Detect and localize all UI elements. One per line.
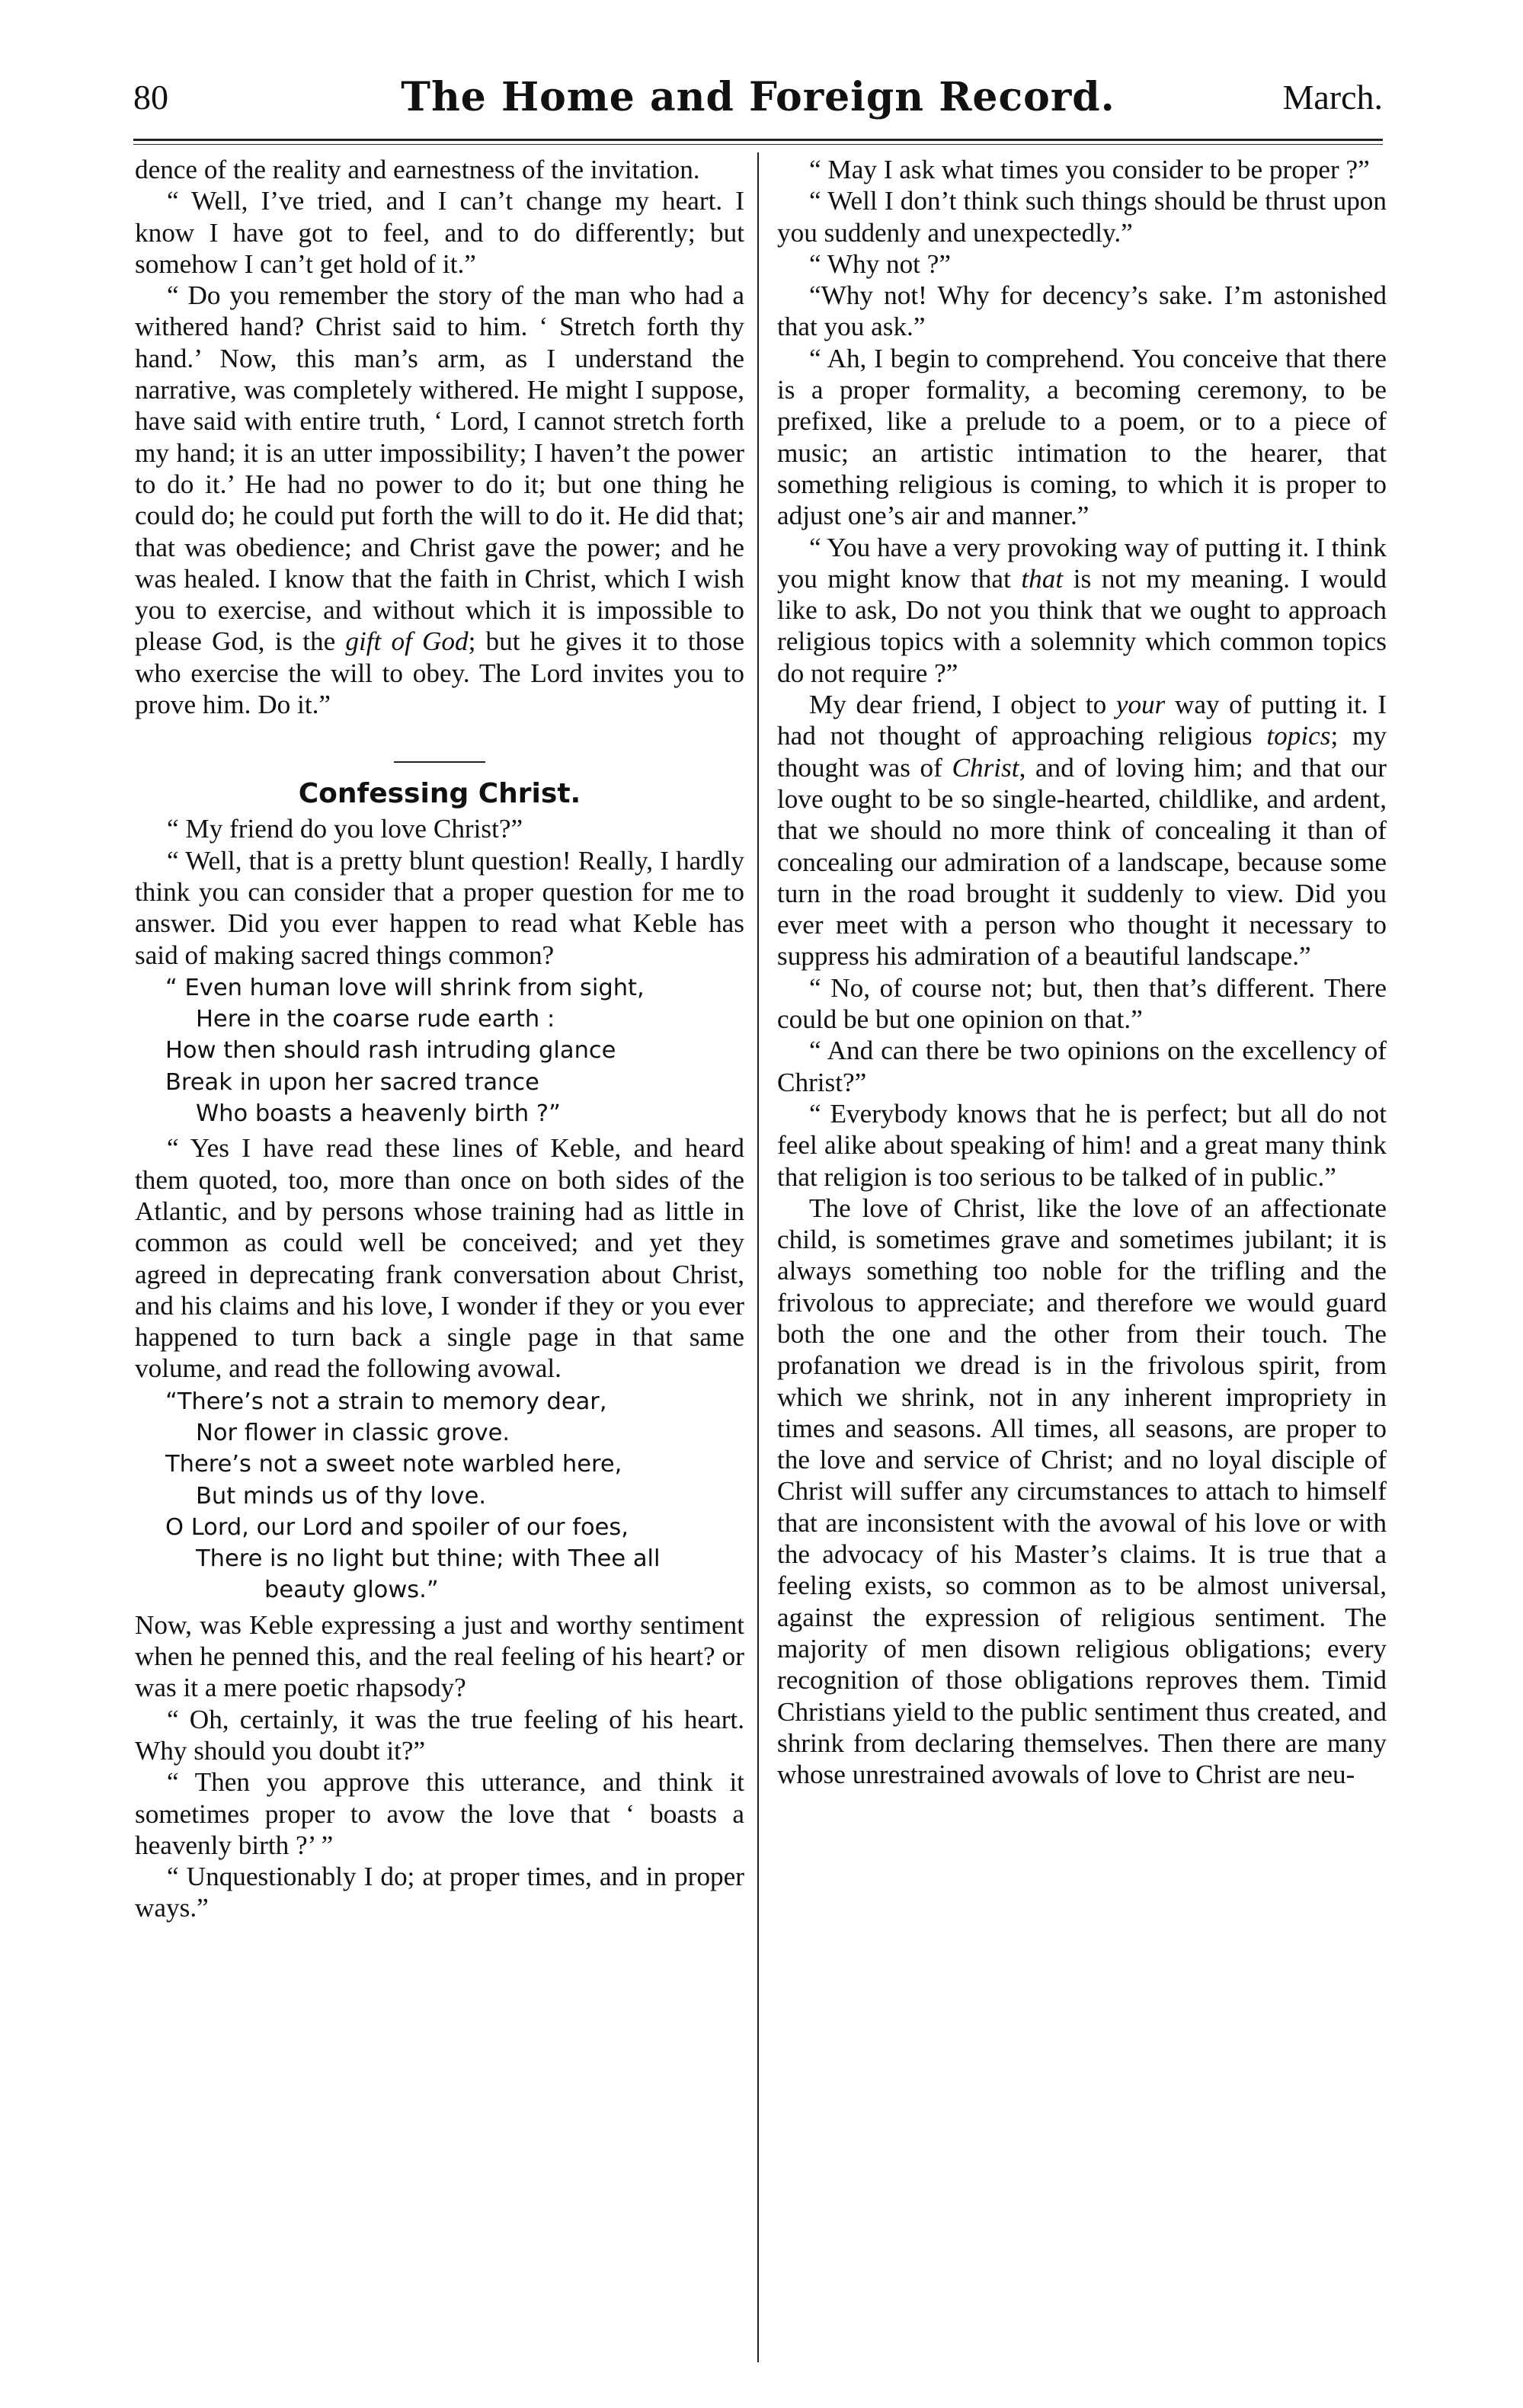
paragraph: “ Everybody knows that he is perfect; but all do not feel alike about speaking of him! and a great many think that religion is too serious to be talked of in public.” xyxy=(777,1098,1387,1192)
poem-line: beauty glows.” xyxy=(264,1577,439,1604)
paragraph: “ Oh, certainly, it was the true feeling of his heart. Why should you doubt it?” xyxy=(135,1704,744,1766)
text-run: way of putting it. I had not thought of approaching religious xyxy=(777,690,1387,751)
header-rule-thin xyxy=(133,144,1383,145)
page-number: 80 xyxy=(133,78,168,117)
poem-line: Who boasts a heavenly birth ?” xyxy=(196,1100,561,1128)
paragraph xyxy=(135,280,744,720)
left-column xyxy=(135,154,744,1924)
text-run: , and of loving him; and that our love ought to be so single-hearted, childlike, and ardent, that we should no more think of concealing it than of concealing our admiration of a landscape, because some turn in the road brought it suddenly to view. Did you ever meet with a person who thought it necessary to suppress his admiration of a beautiful landscape.” xyxy=(777,752,1387,972)
section-heading: Confessing Christ. xyxy=(298,778,581,810)
poem-quote xyxy=(135,1386,744,1606)
poem-line: But minds us of thy love. xyxy=(196,1482,487,1510)
italic-text: your xyxy=(1115,690,1166,720)
paragraph: “ Then you approve this utterance, and think it sometimes proper to avow the love that ‘ boasts a heavenly birth ?’ ” xyxy=(135,1767,744,1860)
paragraph: dence of the reality and earnestness of the invitation. xyxy=(135,155,700,184)
paragraph: “ Well I don’t think such things should be thrust upon you suddenly and unexpectedly.” xyxy=(777,186,1387,248)
header-rule xyxy=(133,139,1383,141)
paragraph: “ Ah, I begin to comprehend. You conceive that there is a proper formality, a becoming ceremony, to be prefixed, like a prelude to a poem, or to a piece of music; an artistic intimation to the hearer, that something religious is coming, to which it is proper to adjust one’s air and manner.” xyxy=(777,343,1387,531)
paragraph: “ Well, I’ve tried, and I can’t change my heart. I know I have got to feel, and to do differently; but somehow I can’t get hold of it.” xyxy=(135,186,744,279)
paragraph: “ Well, that is a pretty blunt question! Really, I hardly think you can consider that a proper question for me to answer. Did you ever happen to read what Keble has said of making sacred things common? xyxy=(135,845,744,970)
poem-line: Nor flower in classic grove. xyxy=(196,1419,510,1446)
poem-line: There is no light but thine; with Thee all xyxy=(196,1545,661,1573)
poem-line: “ Even human love will shrink from sight, xyxy=(165,974,645,1001)
italic-text: topics xyxy=(1266,721,1331,751)
text-run: ; my thought was of xyxy=(777,721,1387,783)
text-run: “ You have a very provoking way of putting it. I think you might know that xyxy=(777,532,1387,594)
paragraph: “ My friend do you love Christ?” xyxy=(167,814,523,844)
journal-title: The Home and Foreign Record. xyxy=(401,74,1115,120)
section-rule xyxy=(394,761,485,763)
paragraph xyxy=(777,532,1387,689)
poem-line: Break in upon her sacred trance xyxy=(165,1068,539,1096)
poem-line: “There’s not a strain to memory dear, xyxy=(165,1388,607,1415)
italic-text: that xyxy=(1021,563,1064,594)
italic-text: Christ xyxy=(952,752,1019,783)
poem-line: Here in the coarse rude earth : xyxy=(196,1006,555,1033)
poem-line: There’s not a sweet note warbled here, xyxy=(165,1451,622,1478)
paragraph: “ And can there be two opinions on the excellency of Christ?” xyxy=(777,1036,1387,1097)
paragraph: “ May I ask what times you consider to be proper ?” xyxy=(809,155,1370,184)
header-month: March. xyxy=(1282,78,1383,117)
paragraph: “ Unquestionably I do; at proper times, and in proper ways.” xyxy=(135,1862,744,1923)
poem-line: How then should rash intruding glance xyxy=(165,1037,616,1065)
paragraph: “Why not! Why for decency’s sake. I’m astonished that you ask.” xyxy=(777,280,1387,342)
text-run: ; but he gives it to those who exercise the will to obey. The Lord invites you to prove him. Do it.” xyxy=(135,626,744,720)
right-column xyxy=(777,154,1387,1790)
paragraph: “ Yes I have read these lines of Keble, and heard them quoted, too, more than once on both sides of the Atlantic, and by persons whose training had as little in common as could well be conceived; and yet they agreed in deprecating frank conversation about Christ, and his claims and his love, I wonder if they or you ever happened to turn back a single page in that same volume, and read the following avowal. xyxy=(135,1133,744,1384)
paragraph: The love of Christ, like the love of an affectionate child, is sometimes grave and sometimes jubilant; it is always something too noble for the trifling and the frivolous to appreciate; and therefore we would guard both the one and the other from their touch. The profanation we dread is in the frivolous spirit, from which we shrink, not in any inherent impropriety in times and seasons. All times, all seasons, are proper to the love and service of Christ; and no loyal disciple of Christ will suffer any circumstances to attach to himself that are inconsistent with the avowal of his love or with the advocacy of his Master’s claims. It is true that a feeling exists, so common as to be almost universal, against the expression of religious sentiment. The majority of men disown religious obligations; every recognition of those obligations reproves them. Timid Christians yield to the public sentiment thus created, and shrink from declaring themselves. Then there are many whose unrestrained avowals of love to Christ are neu- xyxy=(777,1193,1387,1790)
column-divider xyxy=(757,152,759,2362)
italic-text: gift of God xyxy=(345,626,469,657)
paragraph xyxy=(777,689,1387,972)
paragraph: “ Why not ?” xyxy=(809,248,951,279)
poem-line: O Lord, our Lord and spoiler of our foes, xyxy=(165,1513,629,1541)
paragraph: “ No, of course not; but, then that’s different. There could be but one opinion on that.” xyxy=(777,972,1387,1035)
poem-quote xyxy=(135,972,744,1129)
page-header xyxy=(133,76,1383,130)
text-run: is not my meaning. I would like to ask, Do not you think that we ought to approach religious topics with a solemnity which common topics do not require ?” xyxy=(777,563,1387,688)
paragraph: Now, was Keble expressing a just and worthy sentiment when he penned this, and the real feeling of his heart? or was it a mere poetic rhapsody? xyxy=(135,1609,744,1703)
text-run: My dear friend, I object to xyxy=(809,690,1107,720)
text-run: “ Do you remember the story of the man who had a withered hand? Christ said to him. ‘ Stretch forth thy hand.’ Now, this man’s arm, as I understand the narrative, was completely withered. He might I suppose, have said with entire truth, ‘ Lord, I cannot stretch forth my hand; it is an utter impossibility; I haven’t the power to do it.’ He had no power to do it; but one thing he could do; he could put forth the will to do it. He did that; that was obedience; and Christ gave the power; and he was healed. I know that the faith in Christ, which I wish you to exercise, and without which it is impossible to please God, is the xyxy=(135,280,744,657)
